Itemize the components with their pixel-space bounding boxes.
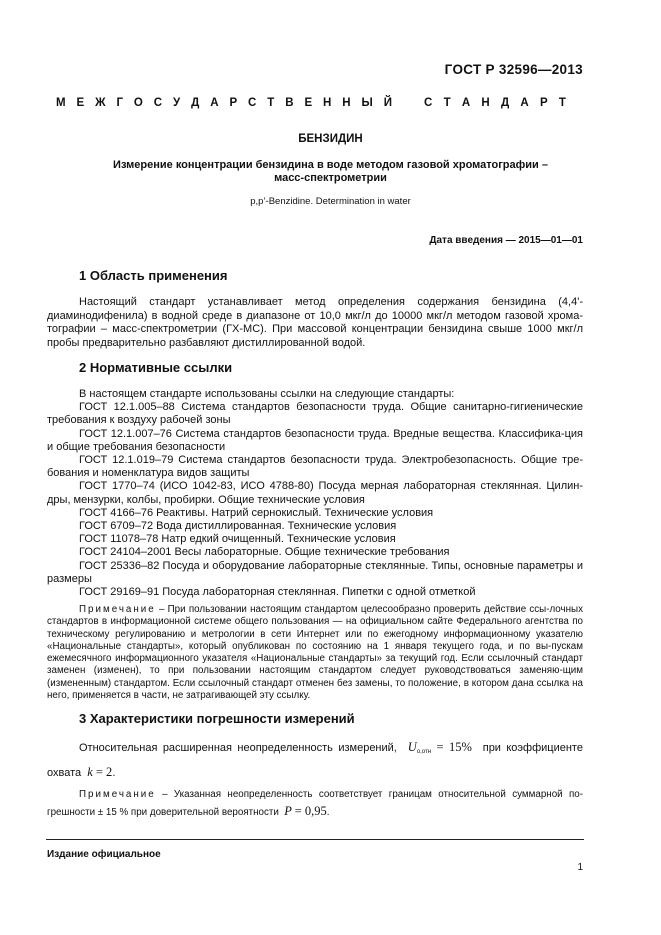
section-1-text <box>47 296 583 351</box>
letter: С <box>248 97 257 109</box>
note-text: – Указанная неопределенность соответствует границам относительной суммарной по-грешности ± 15 % при доверительной вероятности <box>47 789 583 818</box>
reference-item: ГОСТ 29169–91 Посуда лабораторная стеклянная. Пипетки с одной отметкой <box>79 586 476 599</box>
normative-references-list <box>47 388 583 599</box>
section-3-text <box>47 737 583 783</box>
uncertainty-line-2: охвата k = 2. <box>47 765 116 779</box>
letter: Н <box>323 97 332 109</box>
note-text: – При пользовании настоящим стандартом целесообразно проверить действие ссы-лочных стандартов в информационной системе общего пользования — на официальном сайте Федерального агентства по техническому регулированию и метрологии в сети Интернет или по ежегодному информационному указателю «Национальные стандарты», который опубликован по состоянию на 1 января текущего года, и по вы-пускам ежемесячного информационного указателя «Национальные стандарты» за текущий год. Если ссылочный стандарт заменен (изменен), то при пользовании настоящим стандартом следует руководствоваться заменяю-щим (измененным) стандартом. Если ссылочный стандарт отменен без замены, то положение, в котором дана ссылка на него, применяется в части, не затрагивающей эту ссылку. <box>47 604 583 702</box>
letter: С <box>424 97 433 109</box>
note-label: Примечание <box>79 604 156 615</box>
section-1-paragraph: Настоящий стандарт устанавливает метод определения содержания бензидина (4,4'-диаминодифенила) в водной среде в диапазоне от 10,0 мкг/л до 10000 мкг/л методом газовой хрома-тографии – масс-спектрометрии (ГХ-МС). При массовой концентрации бензидина свыше 1000 мкг/л пробы предварительно разбавляют дистиллированной водой. <box>47 296 583 350</box>
uncertainty-line-1: Относительная расширенная неопределенность измерений, $U_{о,отн} = 15\%$ при коэффициенте <box>79 740 583 755</box>
letter: Е <box>76 97 85 109</box>
letter: Р <box>229 97 238 109</box>
letter: В <box>285 97 294 109</box>
symbol-u-subscript: о,отн <box>416 749 432 755</box>
symbol-p: P <box>284 804 292 818</box>
subtitle-line-1: Измерение концентрации бензидина в воде методом газовой хроматографии – <box>113 159 548 171</box>
letter: О <box>133 97 143 109</box>
letter: Т <box>558 97 566 109</box>
document-subtitle <box>40 159 621 184</box>
symbol-k: k <box>87 765 93 779</box>
page-number: 1 <box>577 862 583 873</box>
note-label: Примечание <box>79 789 156 800</box>
letter: Е <box>304 97 313 109</box>
standard-word-standard <box>424 97 566 109</box>
reference-item: ГОСТ 6709–72 Вода дистиллированная. Технические условия <box>79 520 397 533</box>
letter: Д <box>191 97 200 109</box>
letter: А <box>210 97 219 109</box>
k-value: = 2 <box>95 765 113 779</box>
letter: М <box>56 97 66 109</box>
document-number: ГОСТ Р 32596—2013 <box>444 62 583 77</box>
letter: Ж <box>95 97 106 109</box>
reference-item: ГОСТ 12.1.005–88 Система стандартов безопасности труда. Общие санитарно-гигиенические требования к воздуху рабочей зоны <box>47 401 583 427</box>
reference-item: ГОСТ 4166–76 Реактивы. Натрий сернокислый. Технические условия <box>79 506 434 519</box>
introduction-date: Дата введения — 2015—01—01 <box>429 235 583 246</box>
letter: Т <box>443 97 451 109</box>
reference-item: ГОСТ 25336–82 Посуда и оборудование лабораторные стеклянные. Типы, основные параметры и размеры <box>47 559 583 585</box>
reference-item: ГОСТ 1770–74 (ИСО 1042-83, ИСО 4788-80) Посуда мерная лабораторная стеклянная. Цилин-дры, мензурки, колбы, пробирки. Общие технические условия <box>47 480 583 506</box>
standard-type-heading <box>56 97 566 109</box>
section-2-heading: 2 Нормативные ссылки <box>79 360 233 375</box>
letter: Ы <box>361 97 373 109</box>
section-3-note: Примечание – Указанная неопределенность соответствует границам относительной суммарной по-грешности ± 15 % при доверительной вероятности P = 0,95. <box>47 789 583 818</box>
section-1-heading: 1 Область применения <box>79 268 228 283</box>
u-value: = 15% <box>436 740 472 754</box>
section-3-heading: 3 Характеристики погрешности измерений <box>79 711 355 726</box>
standard-word-interstate <box>56 97 392 109</box>
letter: А <box>520 97 529 109</box>
reference-item: ГОСТ 11078–78 Натр едкий очищенный. Технические условия <box>79 533 396 546</box>
reference-item: ГОСТ 12.1.007–76 Система стандартов безопасности труда. Вредные вещества. Классифика-ция и общие требования безопасности <box>47 427 583 453</box>
letter: С <box>153 97 163 109</box>
letter: Р <box>539 97 548 109</box>
letter: У <box>173 97 181 109</box>
letter: Й <box>383 97 392 109</box>
reference-item: ГОСТ 12.1.019–79 Система стандартов безопасности труда. Электробезопасность. Общие тре-бования и номенклатура видов защиты <box>47 454 583 480</box>
subtitle-line-2: масс-спектрометрии <box>274 171 387 184</box>
reference-item: ГОСТ 24104–2001 Весы лабораторные. Общие технические требования <box>79 546 450 559</box>
p-value: = 0,95 <box>294 804 327 818</box>
edition-label: Издание официальное <box>47 849 161 860</box>
letter: Н <box>481 97 490 109</box>
section-2-note <box>47 604 583 702</box>
symbol-u: U <box>407 740 417 754</box>
references-intro: В настоящем стандарте использованы ссылки на следующие стандарты: <box>79 388 455 400</box>
letter: А <box>461 97 471 109</box>
footer-divider <box>46 839 584 840</box>
letter: Т <box>267 97 275 109</box>
letter: Д <box>500 97 510 109</box>
english-title: p,p’-Benzidine. Determination in water <box>250 196 411 207</box>
document-title: БЕНЗИДИН <box>298 133 363 145</box>
letter: Н <box>342 97 351 109</box>
letter: Г <box>116 97 123 109</box>
